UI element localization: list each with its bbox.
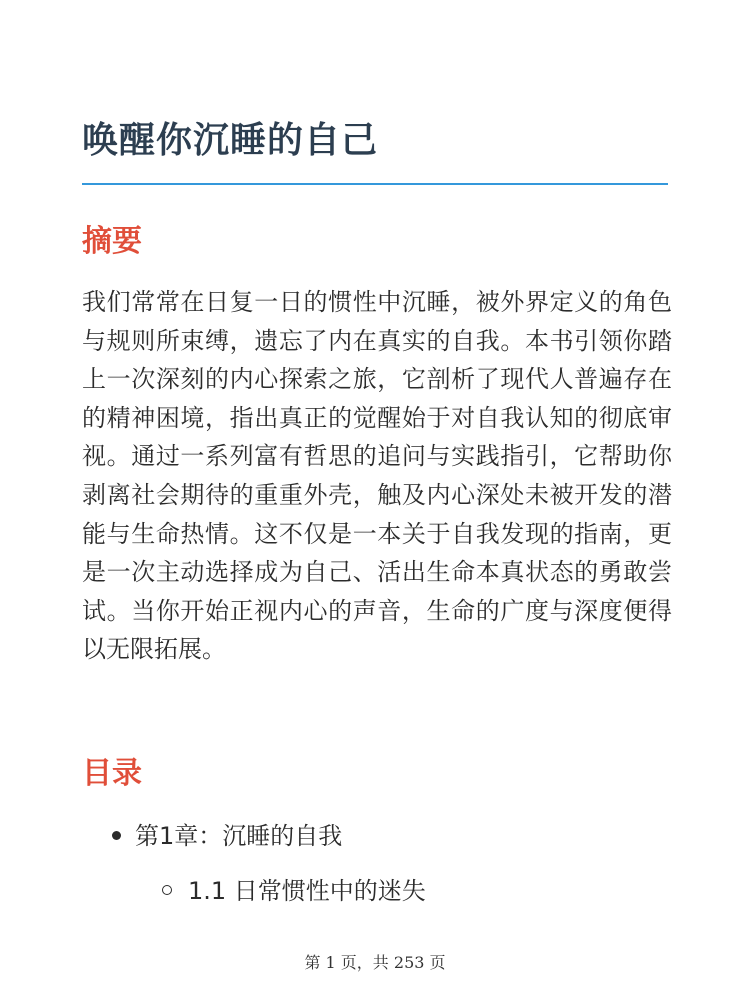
- toc-item-label: 1.1 日常惯性中的迷失: [188, 877, 426, 905]
- bullet-disc-icon: [112, 831, 121, 840]
- toc-item-section-1-1[interactable]: [162, 874, 426, 908]
- bullet-circle-icon: [162, 885, 172, 895]
- page-number-footer: 第 1 页，共 253 页: [304, 953, 446, 972]
- toc-heading: 目录: [82, 756, 142, 791]
- title-divider: [82, 183, 668, 185]
- toc-item-chapter-1[interactable]: [112, 819, 342, 853]
- summary-paragraph: 我们常常在日复一日的惯性中沉睡，被外界定义的角色与规则所束缚，遗忘了内在真实的自我。本书引领你踏上一次深刻的内心探索之旅，它剖析了现代人普遍存在的精神困境，指出真正的觉醒始于对自我认知的彻底审视。通过一系列富有哲思的追问与实践指引，它帮助你剥离社会期待的重重外壳，触及内心深处未被开发的潜能与生命热情。这不仅是一本关于自我发现的指南，更是一次主动选择成为自己、活出生命本真状态的勇敢尝试。当你开始正视内心的声音，生命的广度与深度便得以无限拓展。: [82, 288, 672, 664]
- summary-heading: 摘要: [82, 224, 142, 259]
- toc-item-label: 第1章：沉睡的自我: [135, 822, 343, 850]
- document-title: 唤醒你沉睡的自己: [82, 120, 379, 161]
